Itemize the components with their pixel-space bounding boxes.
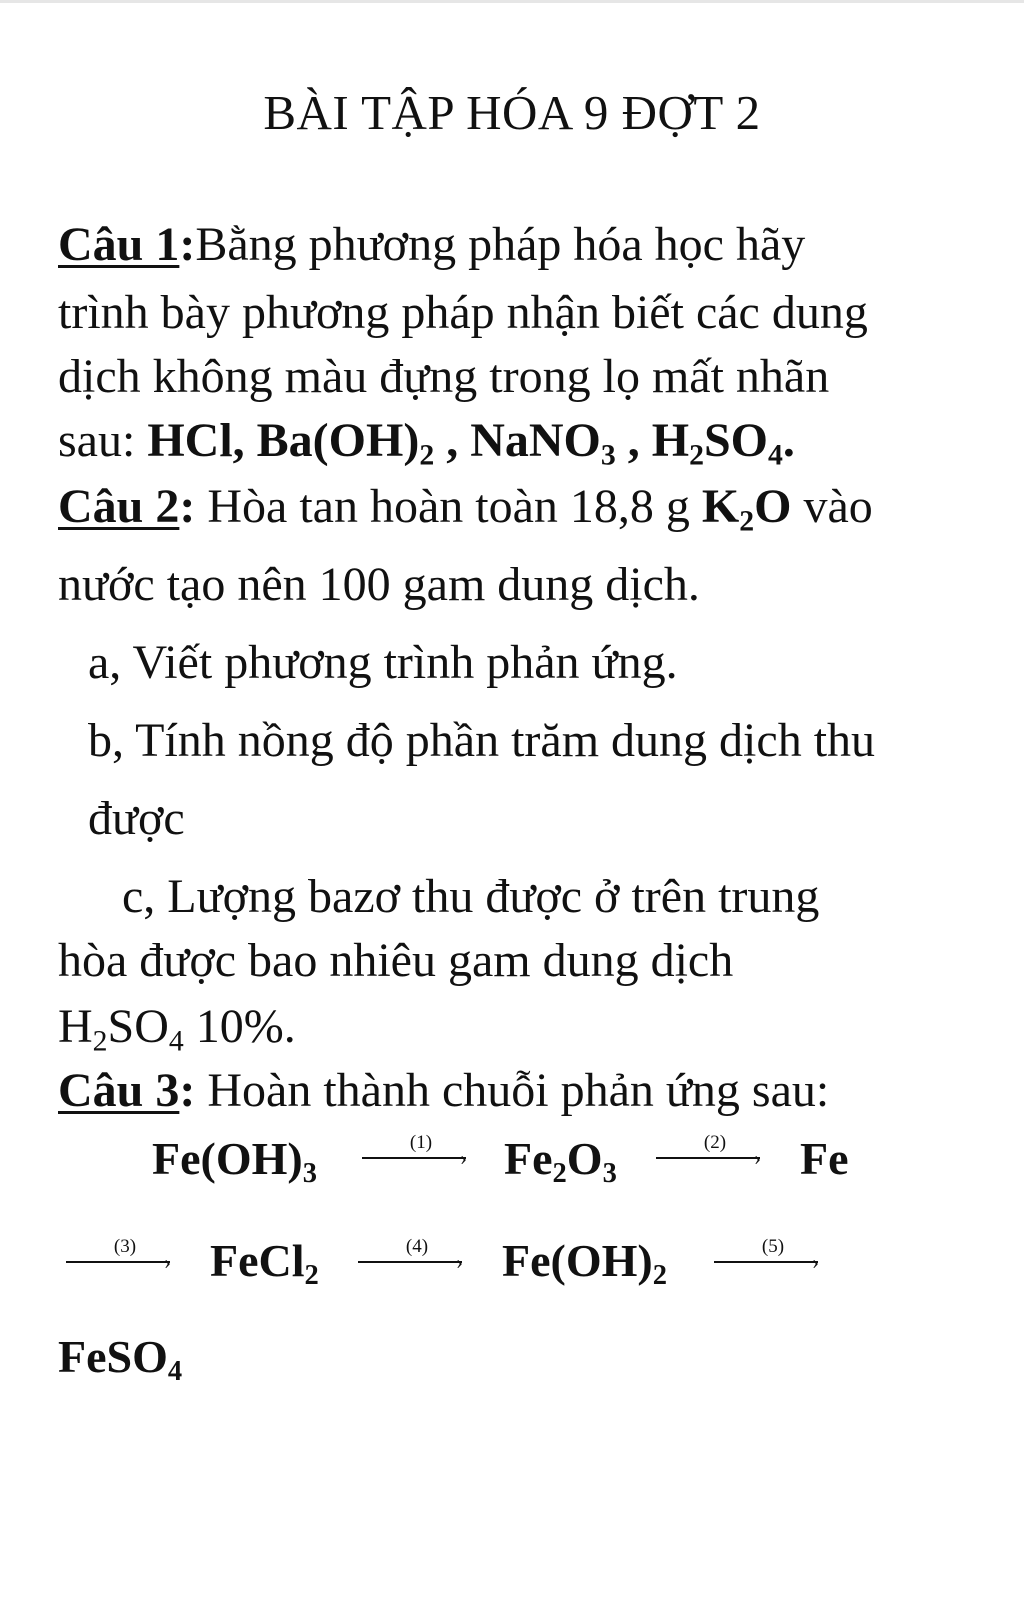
concentration: 10%. bbox=[183, 1000, 296, 1053]
arrow-step-5 bbox=[712, 1237, 834, 1277]
arrow-head-icon: › bbox=[812, 1250, 819, 1274]
formula-k: K bbox=[701, 480, 740, 533]
arrow-shaft bbox=[358, 1261, 462, 1263]
q2-part-b-line-1: b, Tính nồng độ phần trăm dung dịch thu bbox=[88, 714, 876, 767]
arrow-step-1 bbox=[360, 1133, 482, 1173]
q2-vao: vào bbox=[791, 480, 873, 533]
species-fecl2 bbox=[210, 1233, 319, 1289]
subscript: 2 bbox=[552, 1157, 567, 1189]
separator: , bbox=[434, 414, 471, 467]
q1-formulas bbox=[147, 414, 795, 472]
formula-hcl-baoh: HCl, Ba(OH) bbox=[147, 414, 420, 467]
species-fe2o3 bbox=[504, 1131, 617, 1187]
document-page bbox=[0, 3, 1024, 1623]
q2-part-c-line-2: hòa được bao nhiêu gam dung dịch bbox=[58, 934, 734, 987]
arrow-step-4 bbox=[356, 1237, 478, 1277]
species-text: Fe(OH) bbox=[502, 1235, 653, 1286]
arrow-shaft bbox=[714, 1261, 818, 1263]
q2-line-1 bbox=[58, 479, 873, 538]
q1-line-1 bbox=[58, 217, 805, 273]
step-label-5: (5) bbox=[761, 1236, 785, 1257]
subscript: 2 bbox=[92, 1024, 108, 1058]
q2-part-b-line-2: được bbox=[88, 792, 185, 845]
subscript: 2 bbox=[739, 504, 755, 538]
subscript: 2 bbox=[652, 1259, 667, 1291]
q1-line-3: dịch không màu đựng trong lọ mất nhãn bbox=[58, 350, 830, 403]
q2-label: Câu 2 bbox=[58, 480, 180, 533]
subscript: 3 bbox=[600, 438, 616, 472]
species-text: FeSO bbox=[58, 1331, 168, 1382]
subscript: 3 bbox=[602, 1157, 617, 1189]
species-text: Fe(OH) bbox=[152, 1133, 303, 1184]
arrow-step-2 bbox=[654, 1133, 776, 1173]
formula-k2o bbox=[701, 480, 792, 538]
q2-part-a: a, Viết phương trình phản ứng. bbox=[88, 636, 678, 689]
species-text: Fe bbox=[504, 1133, 553, 1184]
q1-label: Câu 1 bbox=[58, 218, 180, 271]
arrow-head-icon: › bbox=[164, 1250, 171, 1274]
q2-part-c-line-3 bbox=[58, 999, 296, 1058]
species-feso4 bbox=[58, 1329, 182, 1385]
arrow-shaft bbox=[362, 1157, 466, 1159]
formula-h2so4-h: H bbox=[651, 414, 690, 467]
subscript: 2 bbox=[419, 438, 435, 472]
arrow-shaft bbox=[66, 1261, 170, 1263]
step-label-1: (1) bbox=[409, 1132, 433, 1153]
q2-part-c-line-1: c, Lượng bazơ thu được ở trên trung bbox=[122, 870, 820, 923]
subscript: 4 bbox=[768, 438, 783, 472]
arrow-head-icon: › bbox=[456, 1250, 463, 1274]
q3-line-1 bbox=[58, 1063, 829, 1119]
q1-text-1: Bằng phương pháp hóa học hãy bbox=[195, 218, 806, 271]
arrow-step-3 bbox=[64, 1237, 186, 1277]
q1-line-4 bbox=[58, 413, 795, 472]
species-text: FeCl bbox=[210, 1235, 305, 1286]
q2-colon: : bbox=[179, 480, 196, 533]
step-label-3: (3) bbox=[113, 1236, 137, 1257]
q1-sau: sau: bbox=[58, 414, 148, 467]
formula-h2so4-so: SO bbox=[703, 414, 768, 467]
q2-line-2: nước tạo nên 100 gam dung dịch. bbox=[58, 558, 700, 611]
species-text: O bbox=[566, 1133, 603, 1184]
step-label-2: (2) bbox=[703, 1132, 727, 1153]
q2-text-1: Hòa tan hoàn toàn 18,8 g bbox=[195, 480, 702, 533]
formula-o: O bbox=[754, 480, 792, 533]
formula-so: SO bbox=[107, 1000, 169, 1053]
step-label-4: (4) bbox=[405, 1236, 429, 1257]
arrow-head-icon: › bbox=[754, 1146, 761, 1170]
q1-line-2: trình bày phương pháp nhận biết các dung bbox=[58, 286, 868, 339]
separator: , bbox=[615, 414, 652, 467]
q1-colon: : bbox=[179, 218, 196, 271]
species-feoh2 bbox=[502, 1233, 667, 1289]
q3-colon: : bbox=[179, 1064, 196, 1117]
page-title: BÀI TẬP HÓA 9 ĐỢT 2 bbox=[263, 85, 761, 140]
arrow-shaft bbox=[656, 1157, 760, 1159]
q3-label: Câu 3 bbox=[58, 1064, 180, 1117]
subscript: 4 bbox=[167, 1355, 183, 1387]
subscript: 2 bbox=[304, 1259, 319, 1291]
species-fe: Fe bbox=[800, 1133, 849, 1184]
formula-h: H bbox=[58, 1000, 93, 1053]
q3-text: Hoàn thành chuỗi phản ứng sau: bbox=[195, 1064, 830, 1117]
subscript: 2 bbox=[689, 438, 704, 472]
formula-nano3: NaNO bbox=[470, 414, 601, 467]
subscript: 4 bbox=[168, 1024, 184, 1058]
species-feoh3 bbox=[152, 1131, 317, 1187]
subscript: 3 bbox=[302, 1157, 317, 1189]
period: . bbox=[782, 414, 795, 467]
arrow-head-icon: › bbox=[460, 1146, 467, 1170]
